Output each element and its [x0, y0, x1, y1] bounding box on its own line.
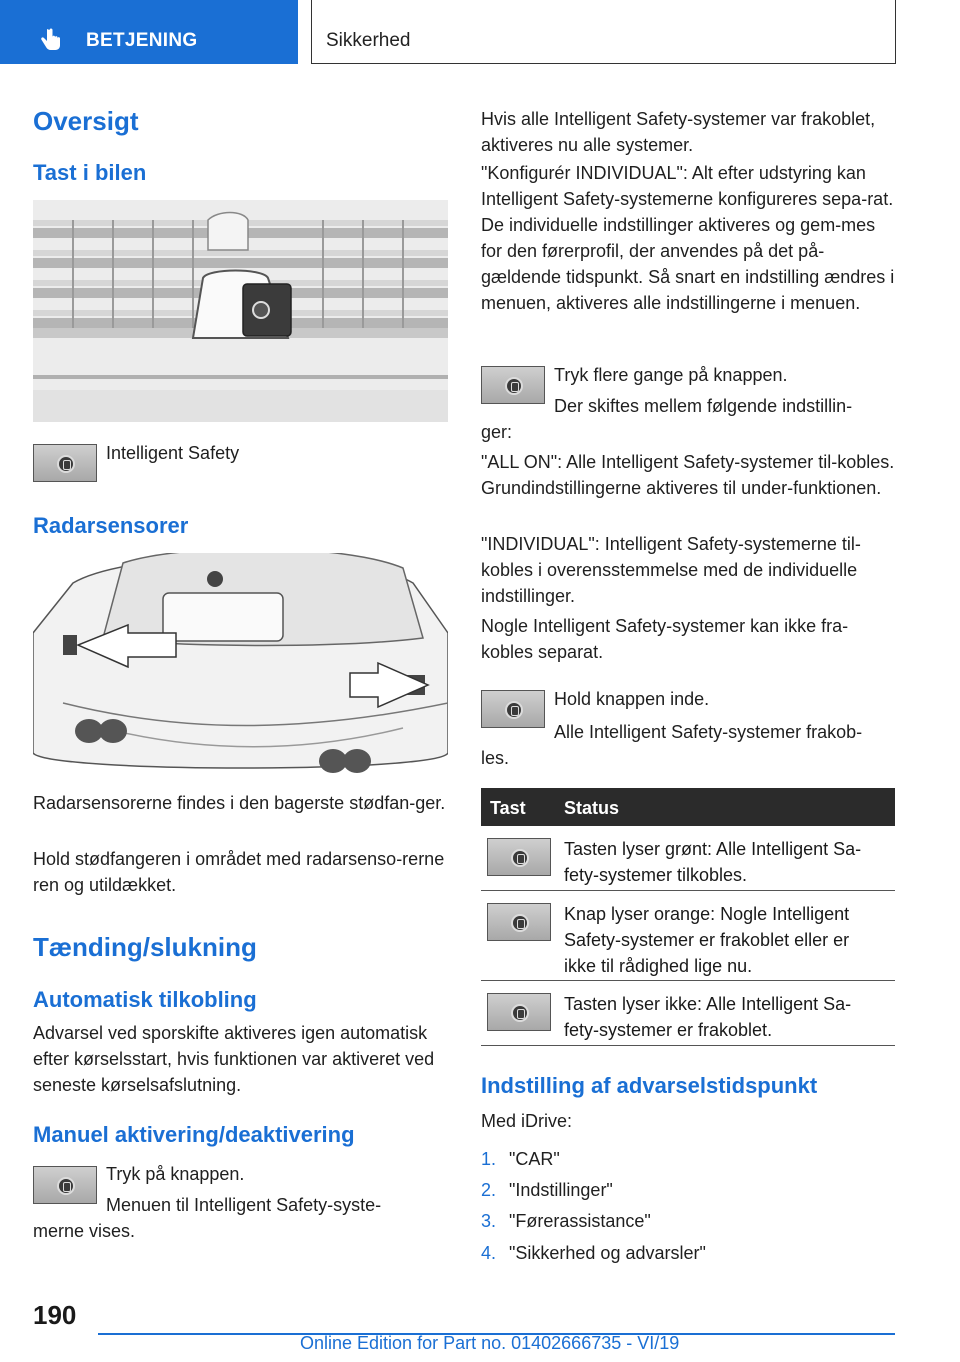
footer-edition: Online Edition for Part no. 01402666735 - VI/19	[300, 1333, 680, 1353]
col-status: Status	[564, 798, 620, 818]
tryk-line-3: ger:	[481, 422, 513, 442]
all-on-paragraph: "ALL ON": Alle Intelligent Safety-systemer til-kobles. Grundindstillingerne aktiveres til under-funktionen.	[481, 452, 895, 498]
manuel-line-3: merne vises.	[33, 1221, 136, 1241]
safety-icon	[505, 377, 523, 395]
safety-icon	[57, 455, 75, 473]
hold-line-3: les.	[481, 748, 510, 768]
individual-paragraph: "INDIVIDUAL": Intelligent Safety-systemerne til-kobles i overensstemmelse med de individuelle indstillinger.	[481, 534, 861, 606]
table-header	[481, 788, 895, 826]
heading-manuel-aktivering: Manuel aktivering/deaktivering	[33, 1122, 355, 1147]
auto-paragraph: Advarsel ved sporskifte aktiveres igen automatisk efter kørselsstart, hvis funktionen var aktiveret ved seneste kørselsafslutning.	[33, 1023, 435, 1095]
list-item: "CAR"	[509, 1149, 560, 1169]
list-item: "Sikkerhed og advarsler"	[509, 1243, 706, 1263]
list-number: 2.	[481, 1180, 497, 1200]
tryk-line-1: Tryk flere gange på knappen.	[554, 365, 788, 385]
safety-icon	[511, 914, 529, 932]
safety-icon	[511, 849, 529, 867]
nogle-paragraph: Nogle Intelligent Safety-systemer kan ikke fra-kobles separat.	[481, 616, 849, 662]
dashboard-button-photo	[33, 200, 448, 422]
table-row	[481, 826, 895, 891]
list-item: "Indstillinger"	[509, 1180, 613, 1200]
intelligent-safety-key	[487, 838, 551, 876]
section-label: BETJENING	[86, 30, 198, 51]
intelligent-safety-key	[33, 444, 97, 482]
chapter-label: Sikkerhed	[326, 30, 411, 51]
radar-paragraph-2: Hold stødfangeren i området med radarsenso-rerne ren og utildækket.	[33, 849, 445, 895]
chapter-header	[311, 0, 896, 64]
status-cell: Tasten lyser ikke: Alle Intelligent Sa-fety-systemer er frakoblet.	[564, 994, 852, 1040]
right-paragraph-2: "Konfigurér INDIVIDUAL": Alt efter udstyring kan Intelligent Safety-systemerne konfigureres sepa-rat. De individuelle indstillinger aktiveres og gem-mes for den førerprofil, der anvendes på det på-gældende tidspunkt. Så snart en indstilling ændres i menuen, aktiveres alle indstillingerne i menuen.	[481, 163, 895, 313]
list-number: 1.	[481, 1149, 497, 1169]
heading-tast-i-bilen: Tast i bilen	[33, 160, 147, 185]
intelligent-safety-key	[481, 366, 545, 404]
heading-radarsensorer: Radarsensorer	[33, 513, 189, 538]
intelligent-safety-key	[487, 903, 551, 941]
key-caption: Intelligent Safety	[106, 443, 240, 463]
col-tast: Tast	[490, 798, 526, 818]
safety-icon	[511, 1004, 529, 1022]
heading-taending-slukning: Tænding/slukning	[33, 932, 257, 962]
safety-icon	[57, 1177, 75, 1195]
page-number: 190	[33, 1300, 77, 1330]
manuel-line-2: Menuen til Intelligent Safety-syste-	[106, 1195, 382, 1215]
heading-automatisk-tilkobling: Automatisk tilkobling	[33, 987, 257, 1012]
status-cell: Tasten lyser grønt: Alle Intelligent Sa-fety-systemer tilkobles.	[564, 839, 862, 885]
heading-indstilling: Indstilling af advarselstidspunkt	[481, 1073, 818, 1098]
right-paragraph-1: Hvis alle Intelligent Safety-systemer var frakoblet, aktiveres nu alle systemer.	[481, 109, 876, 155]
heading-oversigt: Oversigt	[33, 106, 139, 136]
status-table	[481, 788, 895, 1046]
intelligent-safety-key	[481, 690, 545, 728]
rear-bumper-photo	[33, 553, 448, 775]
idrive-label: Med iDrive:	[481, 1111, 573, 1131]
intelligent-safety-key	[487, 993, 551, 1031]
section-tab[interactable]	[0, 0, 298, 64]
hold-line-2: Alle Intelligent Safety-systemer frakob-	[554, 722, 863, 742]
tryk-line-2: Der skiftes mellem følgende indstillin-	[554, 396, 853, 416]
hold-line-1: Hold knappen inde.	[554, 689, 710, 709]
manuel-line-1: Tryk på knappen.	[106, 1164, 245, 1184]
list-number: 3.	[481, 1211, 497, 1231]
list-number: 4.	[481, 1243, 497, 1263]
hand-pointer-icon	[38, 27, 64, 53]
table-row	[481, 891, 895, 981]
intelligent-safety-key	[33, 1166, 97, 1204]
list-item: "Førerassistance"	[509, 1211, 651, 1231]
radar-paragraph-1: Radarsensorerne findes i den bagerste stødfan-ger.	[33, 793, 446, 813]
status-cell: Knap lyser orange: Nogle Intelligent Safety-systemer er frakoblet eller er ikke til rådighed lige nu.	[564, 904, 850, 976]
safety-icon	[505, 701, 523, 719]
table-row	[481, 981, 895, 1046]
